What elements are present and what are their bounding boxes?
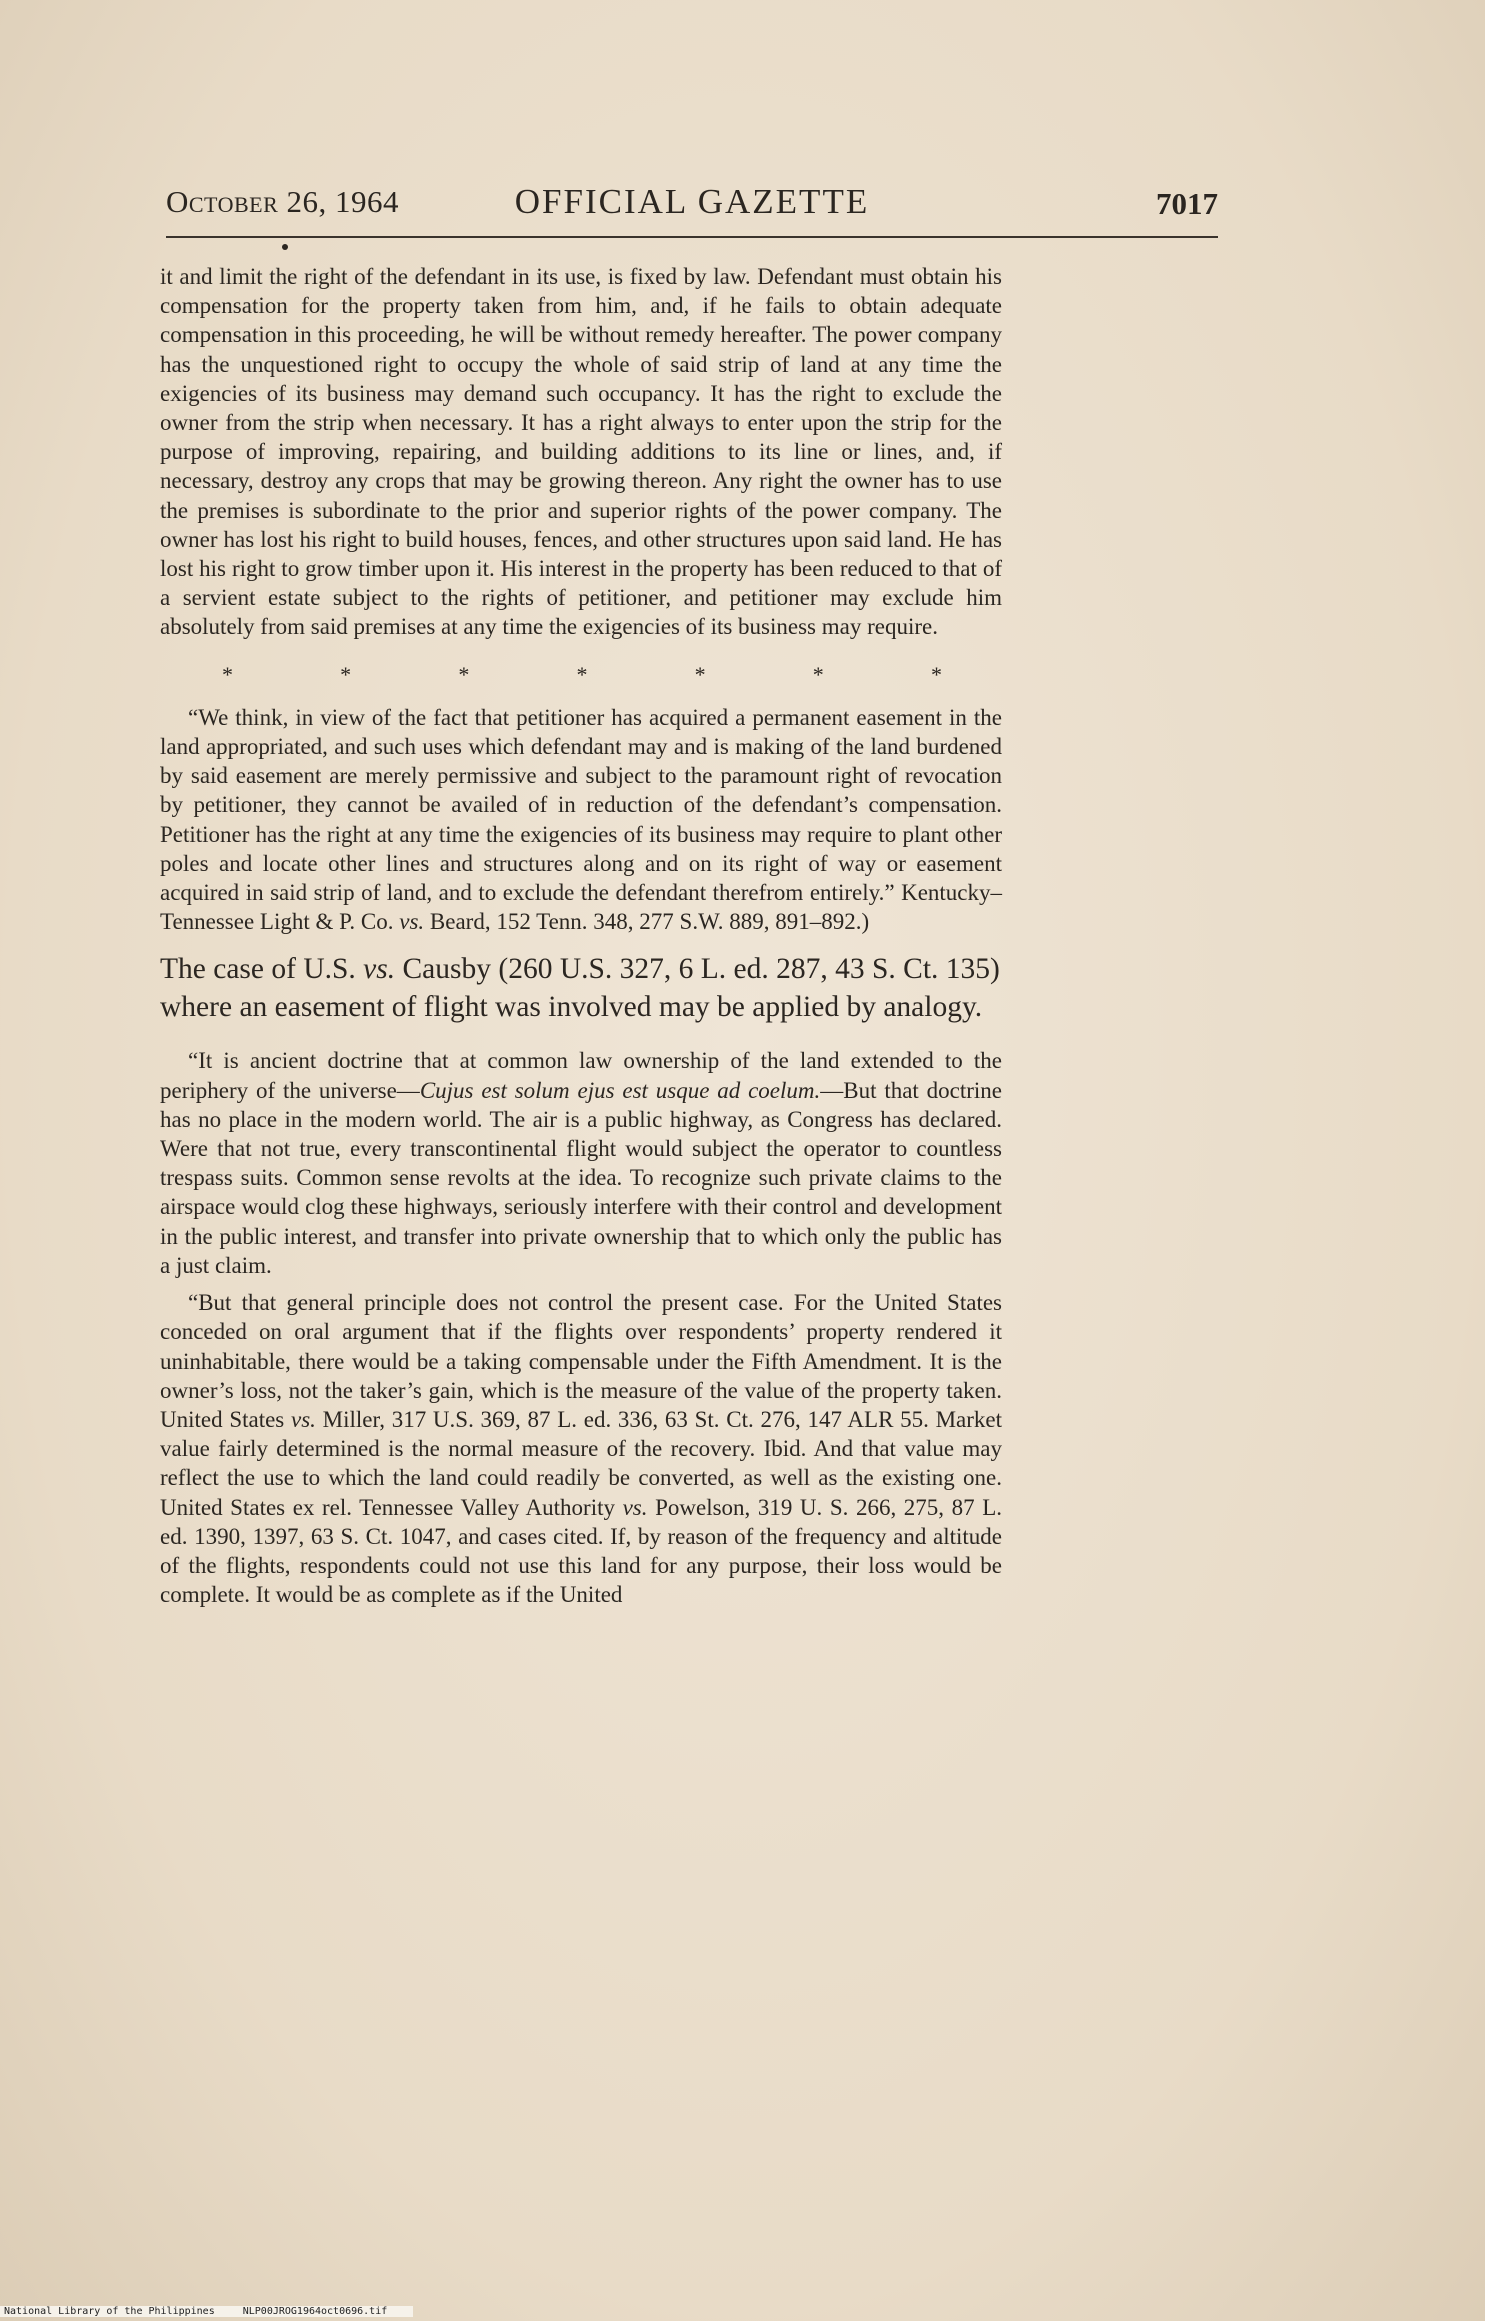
ink-dot bbox=[282, 244, 288, 250]
p3-text-a: “It is ancient doctrine that at common law ownership of the land extended to the periphery of the universe— bbox=[160, 1048, 1002, 1103]
star: * bbox=[694, 661, 706, 687]
p4-text-b: Miller, 317 U.S. 369, 87 L. ed. 336, 63 St. Ct. 276, 147 ALR 55. Market value fairly determined is the normal measure of the recovery. Ibid. And that value may reflect the use to which the land could readily be converted, as well as the existing one. United States ex rel. Tennessee Valley Authority bbox=[160, 1406, 1003, 1520]
scan-footer bbox=[0, 2306, 413, 2317]
paragraph-4 bbox=[160, 1288, 1002, 1609]
section-stars bbox=[160, 660, 1002, 689]
header-date: October 26, 1964 bbox=[166, 184, 400, 219]
star: * bbox=[222, 661, 233, 687]
star: * bbox=[930, 661, 942, 687]
footer-filename: NLP00JROG1964oct0696.tif bbox=[242, 2306, 388, 2317]
p4-vs-1: vs. bbox=[291, 1406, 316, 1432]
page-header bbox=[166, 180, 1218, 232]
star: * bbox=[812, 661, 824, 687]
header-title: OFFICIAL GAZETTE bbox=[514, 182, 870, 221]
star: * bbox=[340, 661, 352, 687]
p3-text-b: —But that doctrine has no place in the modern world. The air is a public highway, as Congress has declared. Were that not true, every transcontinental flight would subject the operator to countless trespass suits. Common sense revolts at the idea. To recognize such private claims to the airspace would clog these highways, seriously interfere with their control and development in the public interest, and transfer into private ownership that to which only the public has a just claim. bbox=[160, 1077, 1003, 1278]
lead-text-b: Causby (260 U.S. 327, 6 L. ed. 287, 43 S. Ct. 135) where an easement of flight was involved may be applied by analogy. bbox=[160, 953, 1000, 1024]
p2-vs: vs. bbox=[399, 909, 425, 935]
body-text bbox=[160, 262, 1002, 1609]
p3-latin-maxim: Cujus est solum ejus est usque ad coelum. bbox=[419, 1077, 821, 1103]
p2-text: “We think, in view of the fact that petitioner has acquired a permanent easement in the land appropriated, and such uses which defendant may and is making of the land burdened by said easement are merely permissive and subject to the paramount right of revocation by petitioner, they cannot be availed of in reduction of the defendant’s compensation. Petitioner has the right at any time the exigencies of its business may require to plant other poles and locate other lines and structures along and on its right of way or easement acquired in said strip of land, and to exclude the defendant therefrom entirely.” Kentucky–Tennessee Light & P. Co. bbox=[160, 704, 1002, 935]
header-rule bbox=[166, 236, 1218, 238]
star: * bbox=[458, 661, 470, 687]
lead-vs: vs. bbox=[363, 953, 396, 986]
p4-text-c: Powelson, 319 U. S. 266, 275, 87 L. ed. 1390, 1397, 63 S. Ct. 1047, and cases cited. If, by reason of the frequency and altitude of the flights, respondents could not use this land for any purpose, their loss would be complete. It would be as complete as if the United bbox=[160, 1494, 1003, 1608]
p4-vs-2: vs. bbox=[622, 1494, 648, 1520]
p2-citation: Beard, 152 Tenn. 348, 277 S.W. 889, 891–892.) bbox=[429, 909, 870, 935]
lead-paragraph bbox=[160, 950, 1002, 1026]
paragraph-2 bbox=[160, 703, 1002, 937]
paragraph-1: it and limit the right of the defendant in its use, is fixed by law. Defendant must obtain his compensation for the property taken from him, and, if he fails to obtain adequate compensation in this proceeding, he will be without remedy hereafter. The power company has the unquestioned right to occupy the whole of said strip of land at any time the exigencies of its business may demand such occupancy. It has the right to exclude the owner from the strip when necessary. It has a right always to enter upon the strip for the purpose of improving, repairing, and building additions to its line or lines, and, if necessary, destroy any crops that may be growing thereon. Any right the owner has to use the premises is subordinate to the prior and superior rights of the power company. The owner has lost his right to build houses, fences, and other structures upon said land. He has lost his right to grow timber upon it. His interest in the property has been reduced to that of a servient estate subject to the rights of petitioner, and petitioner may exclude him absolutely from said premises at any time the exigencies of its business may require. bbox=[160, 264, 1002, 640]
paragraph-3 bbox=[160, 1046, 1002, 1280]
header-page-number: 7017 bbox=[1156, 186, 1218, 221]
lead-text-a: The case of U.S. bbox=[160, 953, 356, 986]
footer-library: National Library of the Philippines bbox=[4, 2306, 215, 2317]
p4-text-a: “But that general principle does not control the present case. For the United States conceded on oral argument that if the flights over respondents’ property rendered it uninhabitable, there would be a taking compensable under the Fifth Amendment. It is the owner’s loss, not the taker’s gain, which is the measure of the value of the property taken. United States bbox=[160, 1290, 1002, 1432]
star: * bbox=[576, 661, 588, 687]
